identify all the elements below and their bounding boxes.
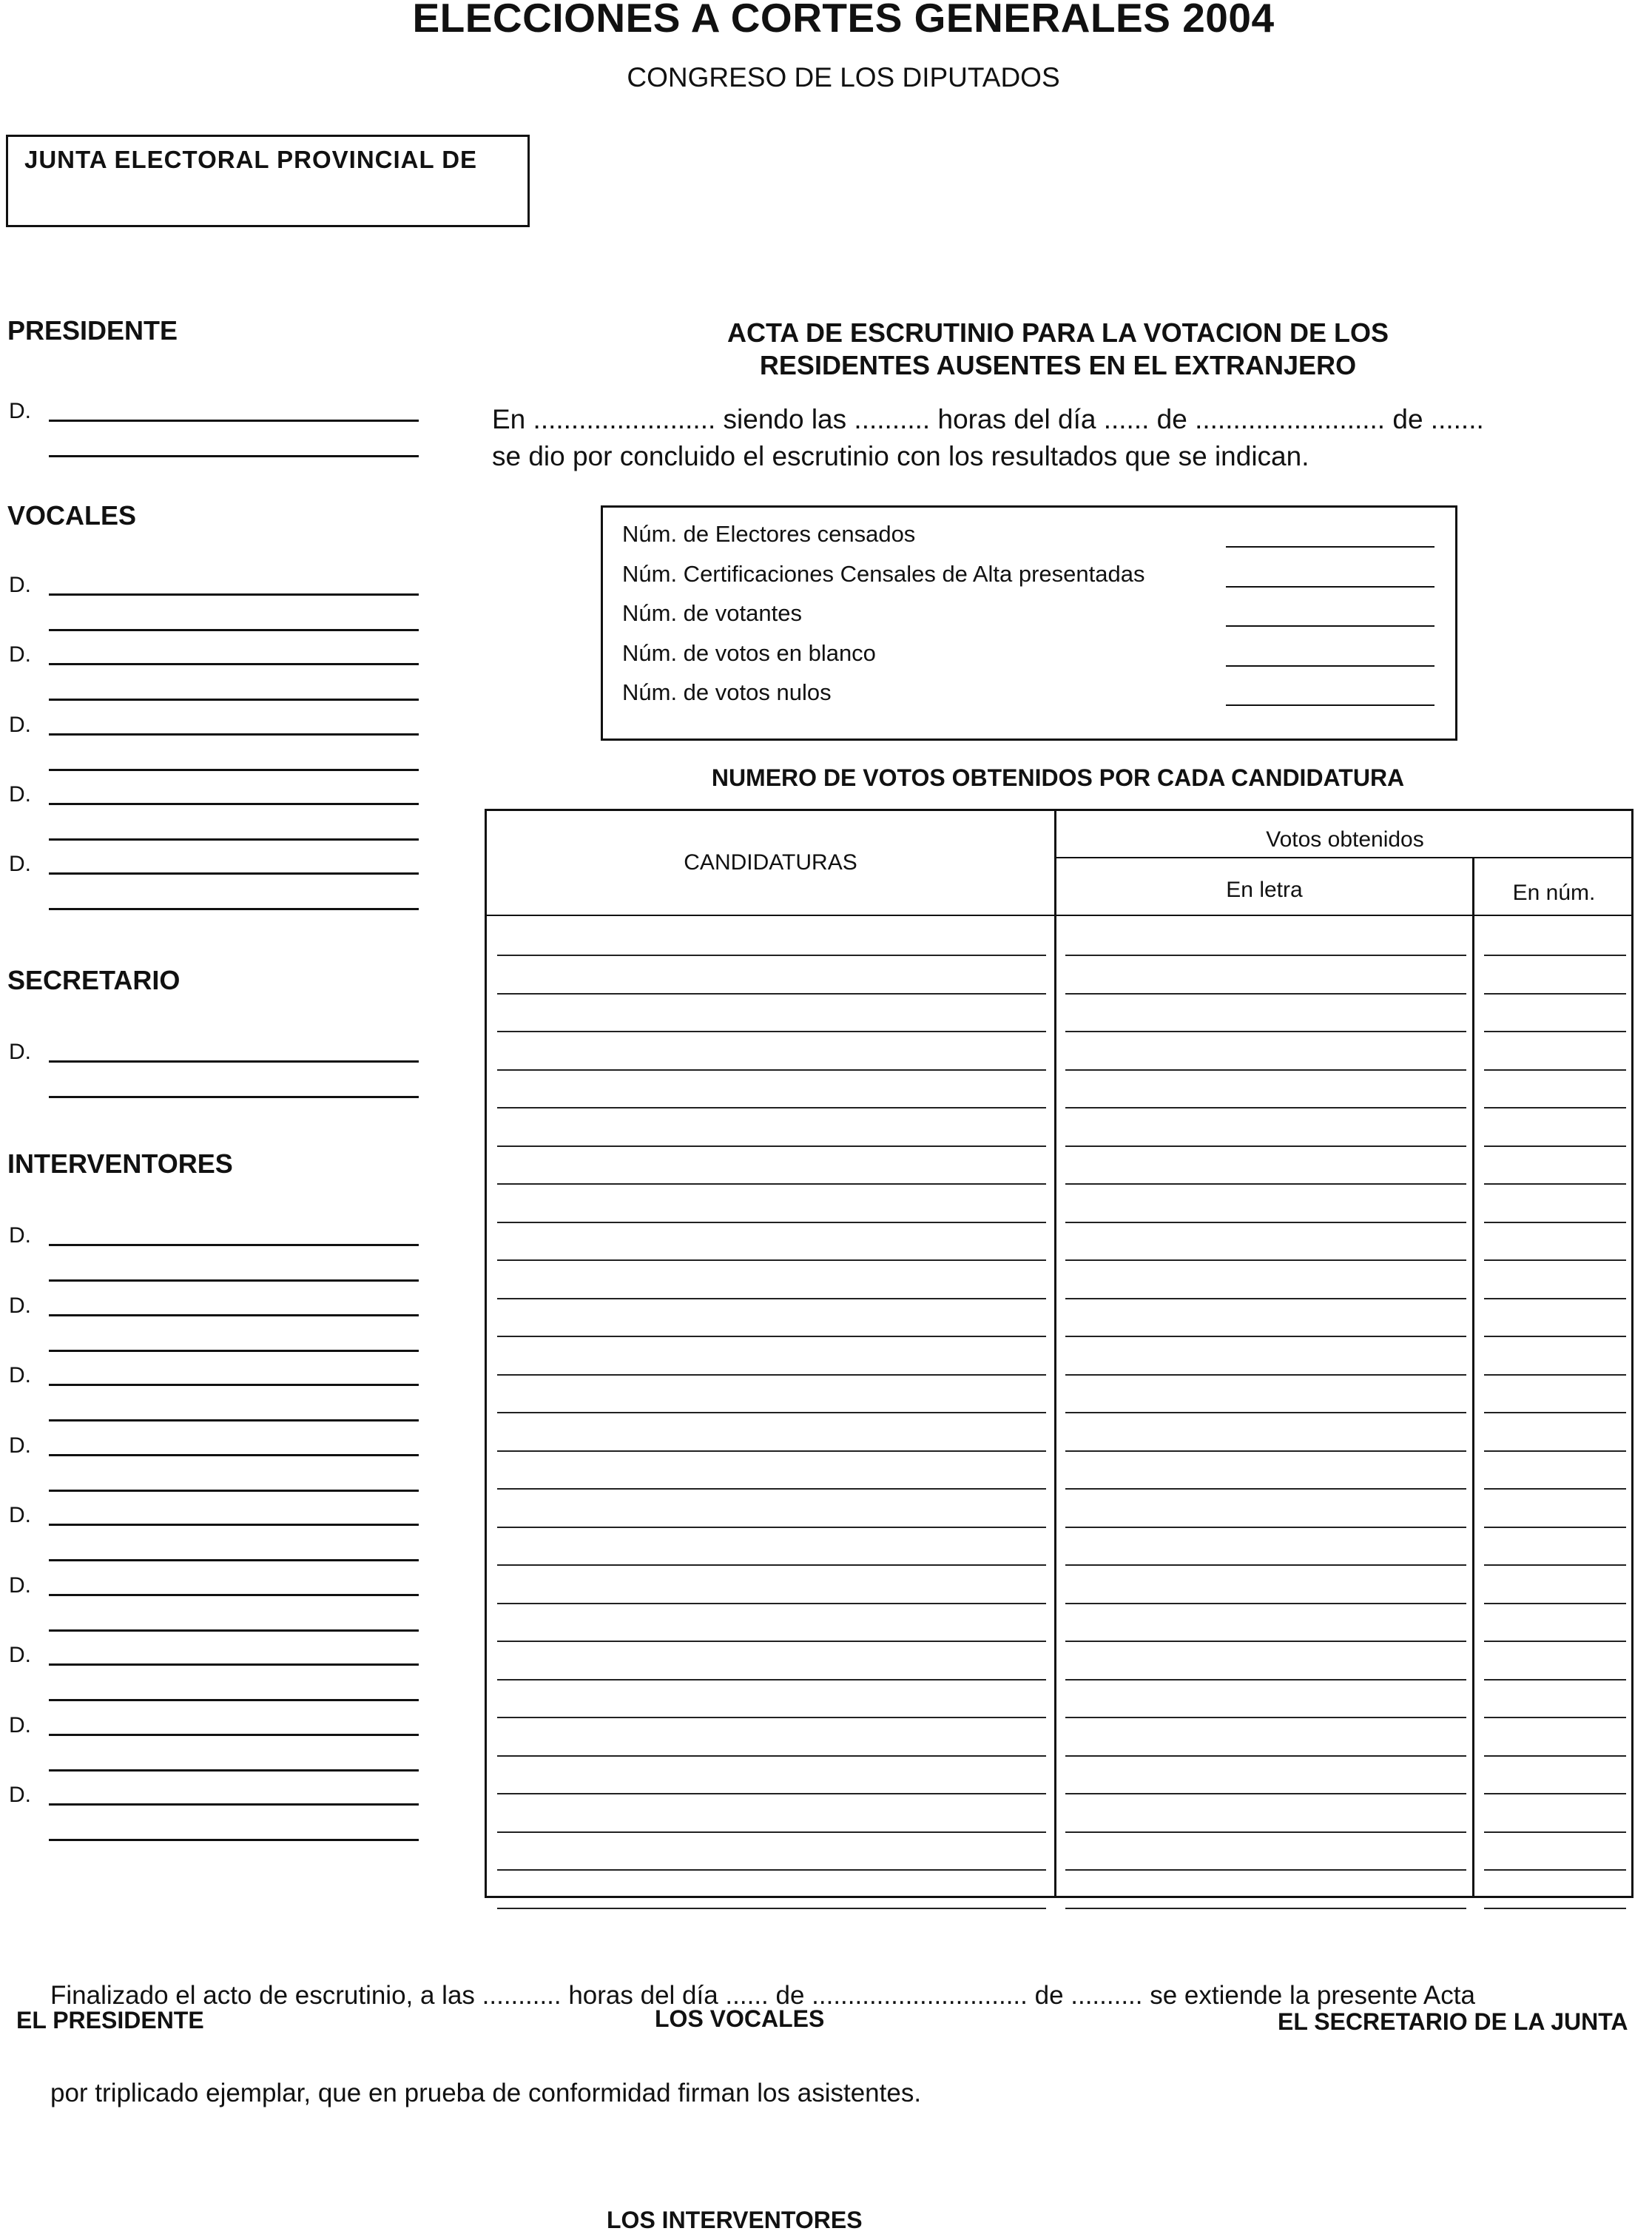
votos-num-field[interactable] <box>1484 1183 1626 1185</box>
candidatura-field[interactable] <box>497 993 1046 995</box>
interventor-d-label: D. <box>9 1713 31 1737</box>
vocal-name-field[interactable] <box>49 663 419 665</box>
votos-letra-field[interactable] <box>1065 1869 1466 1871</box>
col-header-en-num: En núm. <box>1512 881 1596 905</box>
candidatura-field[interactable] <box>497 1869 1046 1871</box>
votos-letra-field[interactable] <box>1065 1641 1466 1642</box>
interventor-name-field[interactable] <box>49 1384 419 1386</box>
interventor-name-field[interactable] <box>49 1663 419 1666</box>
signature-presidente: EL PRESIDENTE <box>16 2007 204 2033</box>
interventor-d-label: D. <box>9 1433 31 1458</box>
col-header-en-letra: En letra <box>1226 878 1303 902</box>
candidatura-field[interactable] <box>497 1831 1046 1833</box>
votos-letra-field[interactable] <box>1065 1298 1466 1299</box>
vocal-d-label: D. <box>9 782 31 807</box>
stat-label-certificaciones: Núm. Certificaciones Censales de Alta presentadas <box>622 561 1145 587</box>
candidatura-field[interactable] <box>497 1336 1046 1337</box>
stat-field-votantes[interactable] <box>1226 625 1434 627</box>
stat-field-electores[interactable] <box>1226 546 1434 548</box>
votos-letra-field[interactable] <box>1065 1908 1466 1909</box>
votos-letra-field[interactable] <box>1065 1603 1466 1604</box>
votos-letra-field[interactable] <box>1065 1412 1466 1413</box>
signature-secretario: EL SECRETARIO DE LA JUNTA <box>1278 2008 1628 2035</box>
vocal-name-field-line2[interactable] <box>49 908 419 910</box>
interventor-name-field[interactable] <box>49 1524 419 1526</box>
acta-title <box>562 317 1554 382</box>
interventor-d-label: D. <box>9 1223 31 1248</box>
interventores-heading: INTERVENTORES <box>7 1148 233 1179</box>
votos-num-field[interactable] <box>1484 1641 1626 1642</box>
votos-num-field[interactable] <box>1484 1336 1626 1337</box>
vocal-name-field-line2[interactable] <box>49 838 419 841</box>
candidatura-field[interactable] <box>497 1031 1046 1032</box>
junta-electoral-field[interactable] <box>6 135 530 227</box>
candidatura-field[interactable] <box>497 1488 1046 1490</box>
closing-line-1: Finalizado el acto de escrutinio, a las ........... horas del día ...... de .............................. de .......... se extiende la presente Acta <box>50 1981 1475 2010</box>
table-divider-letra-num <box>1472 857 1474 1897</box>
interventor-name-field[interactable] <box>49 1734 419 1736</box>
candidatura-field[interactable] <box>497 955 1046 956</box>
interventor-name-field[interactable] <box>49 1314 419 1316</box>
votos-num-field[interactable] <box>1484 1793 1626 1794</box>
interventor-name-field[interactable] <box>49 1803 419 1806</box>
votes-title: NUMERO DE VOTOS OBTENIDOS POR CADA CANDIDATURA <box>711 764 1405 791</box>
candidatura-field[interactable] <box>497 1298 1046 1299</box>
votos-num-field[interactable] <box>1484 1717 1626 1718</box>
votos-letra-field[interactable] <box>1065 1145 1466 1147</box>
vocal-d-label: D. <box>9 642 31 667</box>
votos-num-field[interactable] <box>1484 1222 1626 1223</box>
votos-letra-field[interactable] <box>1065 1222 1466 1223</box>
candidatura-field[interactable] <box>497 1641 1046 1642</box>
vocal-name-field[interactable] <box>49 872 419 875</box>
vocal-d-label: D. <box>9 713 31 737</box>
candidatura-field[interactable] <box>497 1908 1046 1909</box>
candidatura-field[interactable] <box>497 1679 1046 1680</box>
votos-letra-field[interactable] <box>1065 1527 1466 1528</box>
votos-num-field[interactable] <box>1484 1069 1626 1071</box>
votos-letra-field[interactable] <box>1065 1793 1466 1794</box>
signature-vocales: LOS VOCALES <box>655 2005 825 2032</box>
page-title: ELECCIONES A CORTES GENERALES 2004 <box>412 0 1275 41</box>
interventor-d-label: D. <box>9 1363 31 1387</box>
secretario-name-field[interactable] <box>49 1060 419 1063</box>
votos-letra-field[interactable] <box>1065 1107 1466 1108</box>
interventor-name-field-line2[interactable] <box>49 1699 419 1701</box>
votos-letra-field[interactable] <box>1065 1374 1466 1376</box>
candidatura-field[interactable] <box>497 1527 1046 1528</box>
votos-num-field[interactable] <box>1484 1869 1626 1871</box>
votos-num-field[interactable] <box>1484 1374 1626 1376</box>
interventor-name-field[interactable] <box>49 1594 419 1596</box>
votos-num-field[interactable] <box>1484 1107 1626 1108</box>
votos-letra-field[interactable] <box>1065 1755 1466 1757</box>
presidente-d-label: D. <box>9 399 31 423</box>
vocal-name-field-line2[interactable] <box>49 629 419 631</box>
votos-num-field[interactable] <box>1484 1755 1626 1757</box>
secretario-name-field-line2[interactable] <box>49 1096 419 1098</box>
votos-letra-field[interactable] <box>1065 1031 1466 1032</box>
votes-table <box>485 809 1634 1898</box>
stat-field-nulos[interactable] <box>1226 704 1434 706</box>
votos-num-field[interactable] <box>1484 1145 1626 1147</box>
secretario-d-label: D. <box>9 1040 31 1064</box>
interventor-name-field-line2[interactable] <box>49 1559 419 1561</box>
interventor-name-field[interactable] <box>49 1244 419 1246</box>
candidatura-field[interactable] <box>497 1793 1046 1794</box>
acta-date-line: En ........................ siendo las .......... horas del día ...... de ......................... de ....... <box>492 404 1484 434</box>
interventor-name-field-line2[interactable] <box>49 1279 419 1282</box>
closing-line-2: por triplicado ejemplar, que en prueba de conformidad firman los asistentes. <box>50 2079 922 2107</box>
stat-field-certificaciones[interactable] <box>1226 586 1434 588</box>
votos-letra-field[interactable] <box>1065 1717 1466 1718</box>
votos-num-field[interactable] <box>1484 993 1626 995</box>
votos-num-field[interactable] <box>1484 1564 1626 1566</box>
votos-num-field[interactable] <box>1484 1488 1626 1490</box>
secretario-heading: SECRETARIO <box>7 965 181 995</box>
candidatura-field[interactable] <box>497 1374 1046 1376</box>
votos-letra-field[interactable] <box>1065 1259 1466 1261</box>
votos-letra-field[interactable] <box>1065 993 1466 995</box>
votos-num-field[interactable] <box>1484 1831 1626 1833</box>
interventor-name-field-line2[interactable] <box>49 1839 419 1841</box>
stat-field-blanco[interactable] <box>1226 665 1434 667</box>
presidente-name-field-line2[interactable] <box>49 455 419 457</box>
votos-letra-field[interactable] <box>1065 1183 1466 1185</box>
votos-letra-field[interactable] <box>1065 1336 1466 1337</box>
stat-label-electores: Núm. de Electores censados <box>622 521 916 547</box>
candidatura-field[interactable] <box>497 1564 1046 1566</box>
votos-letra-field[interactable] <box>1065 1564 1466 1566</box>
votos-letra-field[interactable] <box>1065 1831 1466 1833</box>
vocal-name-field-line2[interactable] <box>49 769 419 771</box>
votos-num-field[interactable] <box>1484 1603 1626 1604</box>
page-subtitle: CONGRESO DE LOS DIPUTADOS <box>627 62 1060 92</box>
interventor-name-field-line2[interactable] <box>49 1350 419 1352</box>
interventor-d-label: D. <box>9 1503 31 1527</box>
votos-num-field[interactable] <box>1484 1908 1626 1909</box>
acta-title-line-1: ACTA DE ESCRUTINIO PARA LA VOTACION DE LOS <box>726 317 1389 348</box>
stat-label-blanco: Núm. de votos en blanco <box>622 640 876 666</box>
interventor-d-label: D. <box>9 1643 31 1667</box>
interventor-d-label: D. <box>9 1293 31 1318</box>
votos-num-field[interactable] <box>1484 1298 1626 1299</box>
presidente-name-field[interactable] <box>49 420 419 422</box>
votos-letra-field[interactable] <box>1065 1069 1466 1071</box>
votos-num-field[interactable] <box>1484 1450 1626 1452</box>
vocal-name-field[interactable] <box>49 593 419 596</box>
candidatura-field[interactable] <box>497 1450 1046 1452</box>
interventor-name-field-line2[interactable] <box>49 1629 419 1632</box>
votos-num-field[interactable] <box>1484 1412 1626 1413</box>
votos-letra-field[interactable] <box>1065 1679 1466 1680</box>
candidatura-field[interactable] <box>497 1717 1046 1718</box>
vocal-name-field[interactable] <box>49 733 419 736</box>
stat-label-votantes: Núm. de votantes <box>622 600 802 626</box>
candidatura-field[interactable] <box>497 1755 1046 1757</box>
signature-interventores: LOS INTERVENTORES <box>607 2207 863 2233</box>
vocales-heading: VOCALES <box>7 500 137 531</box>
votos-num-field[interactable] <box>1484 1679 1626 1680</box>
census-stats-box <box>601 505 1457 741</box>
votos-num-field[interactable] <box>1484 1527 1626 1528</box>
interventor-name-field[interactable] <box>49 1454 419 1456</box>
vocal-name-field[interactable] <box>49 803 419 805</box>
interventor-d-label: D. <box>9 1573 31 1598</box>
table-divider-candidaturas <box>1054 811 1056 1897</box>
candidatura-field[interactable] <box>497 1069 1046 1071</box>
votos-num-field[interactable] <box>1484 1031 1626 1032</box>
votos-letra-field[interactable] <box>1065 955 1466 956</box>
table-header-rule-votos <box>1054 857 1634 858</box>
votos-letra-field[interactable] <box>1065 1488 1466 1490</box>
vocal-d-label: D. <box>9 852 31 876</box>
votos-letra-field[interactable] <box>1065 1450 1466 1452</box>
stat-label-nulos: Núm. de votos nulos <box>622 679 832 705</box>
candidatura-field[interactable] <box>497 1183 1046 1185</box>
candidatura-field[interactable] <box>497 1107 1046 1108</box>
junta-electoral-label: JUNTA ELECTORAL PROVINCIAL DE <box>24 146 478 173</box>
col-header-candidaturas: CANDIDATURAS <box>684 850 857 875</box>
candidatura-field[interactable] <box>497 1145 1046 1147</box>
interventor-name-field-line2[interactable] <box>49 1490 419 1492</box>
vocal-name-field-line2[interactable] <box>49 699 419 701</box>
acta-results-line: se dio por concluido el escrutinio con los resultados que se indican. <box>492 441 1309 471</box>
candidatura-field[interactable] <box>497 1222 1046 1223</box>
interventor-d-label: D. <box>9 1783 31 1807</box>
interventor-name-field-line2[interactable] <box>49 1769 419 1772</box>
acta-title-line-2: RESIDENTES AUSENTES EN EL EXTRANJERO <box>759 350 1357 380</box>
candidatura-field[interactable] <box>497 1603 1046 1604</box>
candidatura-field[interactable] <box>497 1259 1046 1261</box>
interventor-name-field-line2[interactable] <box>49 1419 419 1422</box>
votos-num-field[interactable] <box>1484 955 1626 956</box>
votos-num-field[interactable] <box>1484 1259 1626 1261</box>
vocal-d-label: D. <box>9 573 31 597</box>
col-header-votos-obtenidos: Votos obtenidos <box>1266 827 1424 852</box>
candidatura-field[interactable] <box>497 1412 1046 1413</box>
table-header-rule <box>487 915 1634 916</box>
presidente-heading: PRESIDENTE <box>7 315 178 346</box>
